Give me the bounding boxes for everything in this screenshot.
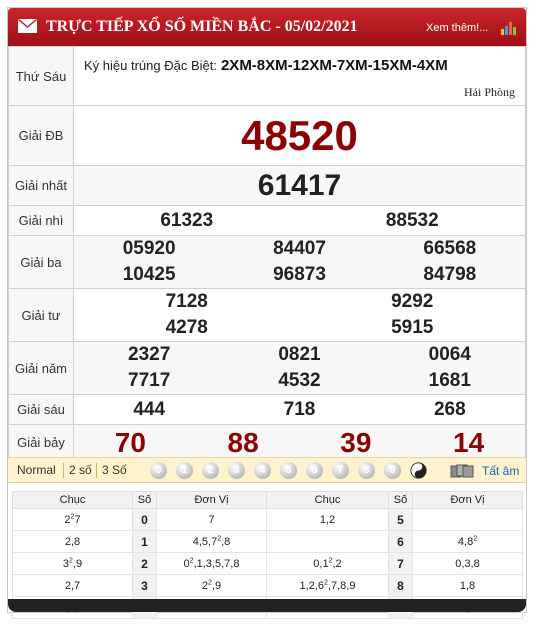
digit-filter-1[interactable]: 1: [176, 462, 193, 479]
kyhieu-label: Ký hiệu trúng Đặc Biệt:: [84, 58, 217, 73]
loto-chuc-cell: 2,8: [13, 531, 133, 553]
loto-donvi-cell: $4,8^2$: [413, 531, 523, 553]
weekday-cell: Thứ Sáu: [9, 47, 74, 106]
kyhieu-cell: [74, 47, 526, 106]
digit-filter-4[interactable]: 4: [254, 462, 271, 479]
loto-so-cell: 0: [133, 509, 157, 531]
yin-yang-icon[interactable]: [410, 462, 427, 479]
loto-row: [13, 575, 523, 597]
toolbar-divider: [96, 463, 97, 478]
prize-tu-number: 9292: [391, 291, 434, 312]
prize-sau-number: 268: [433, 398, 466, 420]
prize-tu-number: 5915: [391, 317, 434, 338]
prize-ba-label: Giải ba: [9, 236, 74, 289]
loto-so-cell: 5: [389, 509, 413, 531]
prize-ba-number: 96873: [273, 264, 326, 285]
col-header-chuc: Chục: [13, 492, 133, 509]
header-bar: [8, 8, 526, 46]
col-header-donvi: Đơn Vị: [413, 492, 523, 509]
prize-tu-number: 7128: [165, 291, 208, 312]
bottom-bar: [8, 599, 526, 612]
loto-donvi-cell: $2^2,9$: [157, 575, 267, 597]
prize-ba-number: 84407: [273, 238, 326, 259]
prize-nam-number: 4532: [278, 370, 321, 391]
loto-row: [13, 553, 523, 575]
digit-filter-6[interactable]: 6: [306, 462, 323, 479]
prize-sau-number: 718: [283, 398, 316, 420]
prize-nhat-number: 61417: [74, 166, 526, 206]
toolbar-divider: [63, 463, 64, 478]
see-more-link[interactable]: Xem thêm!...: [426, 22, 489, 34]
loto-so-cell: 3: [133, 575, 157, 597]
prize-nhi-label: Giải nhì: [9, 206, 74, 236]
prize-nam-label: Giải năm: [9, 342, 74, 395]
loto-chuc-cell: 2,7: [13, 575, 133, 597]
prize-tu-label: Giải tư: [9, 289, 74, 342]
page-title: TRỰC TIẾP XỔ SỐ MIỀN BẮC - 05/02/2021: [46, 18, 358, 35]
digit-filter-8[interactable]: 8: [358, 462, 375, 479]
prize-nhi-number: 61323: [160, 209, 214, 231]
prize-ba-number: 66568: [423, 238, 477, 259]
prize-nam-number: 0064: [428, 344, 471, 365]
col-header-chuc: Chục: [267, 492, 389, 509]
loto-so-cell: 8: [389, 575, 413, 597]
digit-filter-0[interactable]: 0: [150, 462, 167, 479]
loto-chuc-cell: 1,2: [267, 509, 389, 531]
loto-so-cell: 6: [389, 531, 413, 553]
prize-nam-number: 0821: [278, 344, 321, 365]
prize-bay-number: 88: [227, 426, 259, 458]
two-digit-option[interactable]: 2 số: [69, 463, 92, 477]
prize-bay-number: 70: [114, 426, 146, 458]
prize-nam-number: 1681: [428, 370, 471, 391]
normal-option[interactable]: Normal: [17, 463, 56, 477]
prize-tu-cell: [74, 289, 526, 342]
digit-filter-9[interactable]: 9: [384, 462, 401, 479]
digit-filter-7[interactable]: 7: [332, 462, 349, 479]
prize-db-number: 48520: [74, 106, 526, 166]
cards-icon[interactable]: [450, 464, 476, 478]
kyhieu-code: 2XM-8XM-12XM-7XM-15XM-4XM: [220, 57, 448, 74]
prize-bay-number: 39: [340, 426, 372, 458]
prize-db-label: Giải ĐB: [9, 106, 74, 166]
col-header-so: Số: [133, 492, 157, 509]
loto-row: [13, 531, 523, 553]
prize-nhat-label: Giải nhất: [9, 166, 74, 206]
col-header-donvi: Đơn Vị: [157, 492, 267, 509]
digit-filter-5[interactable]: 5: [280, 462, 297, 479]
prize-bay-label: Giải bảy: [9, 425, 74, 461]
loto-so-cell: 7: [389, 553, 413, 575]
loto-chuc-cell: 1,2,6$^2$,7,8,9: [267, 575, 389, 597]
loto-donvi-cell: $0^2,1,3,5,7,8$: [157, 553, 267, 575]
loto-donvi-cell: [413, 509, 523, 531]
loto-donvi-cell: 4,5,7$^2$,8: [157, 531, 267, 553]
col-header-so: Số: [389, 492, 413, 509]
prize-bay-number: 14: [453, 426, 485, 458]
loto-donvi-cell: 1,8: [413, 575, 523, 597]
results-table: [8, 46, 526, 461]
prize-sau-cell: [74, 395, 526, 425]
loto-chuc-cell: $0,1^2,2$: [267, 553, 389, 575]
loto-chuc-cell: $2^27$: [13, 509, 133, 531]
loto-so-cell: 2: [133, 553, 157, 575]
prize-bay-cell: [74, 425, 526, 461]
prize-sau-number: 444: [133, 398, 166, 420]
loto-so-cell: 1: [133, 531, 157, 553]
prize-ba-number: 10425: [122, 264, 176, 285]
prize-ba-number: 84798: [423, 264, 477, 285]
digit-filter-2[interactable]: 2: [202, 462, 219, 479]
three-digit-option[interactable]: 3 Số: [102, 463, 127, 477]
prize-sau-label: Giải sáu: [9, 395, 74, 425]
prize-nam-number: 2327: [128, 344, 171, 365]
digit-filter-3[interactable]: 3: [228, 462, 245, 479]
loto-row: [13, 509, 523, 531]
prize-nam-number: 7717: [128, 370, 171, 391]
loto-donvi-cell: 0,3,8: [413, 553, 523, 575]
sound-all-link[interactable]: Tất âm: [482, 464, 520, 478]
envelope-icon: [18, 19, 37, 33]
loto-chuc-cell: [267, 531, 389, 553]
prize-tu-number: 4278: [165, 317, 208, 338]
bar-chart-icon[interactable]: [500, 20, 518, 36]
result-card: [7, 7, 527, 613]
loto-donvi-cell: 7: [157, 509, 267, 531]
prize-nhi-number: 88532: [385, 209, 439, 231]
prize-nhi-cell: [74, 206, 526, 236]
province-label: Hải Phòng: [464, 85, 515, 99]
prize-ba-number: 05920: [122, 238, 176, 259]
prize-ba-cell: [74, 236, 526, 289]
prize-nam-cell: [74, 342, 526, 395]
loto-chuc-cell: $3^2,9$: [13, 553, 133, 575]
display-toolbar: [8, 457, 526, 483]
